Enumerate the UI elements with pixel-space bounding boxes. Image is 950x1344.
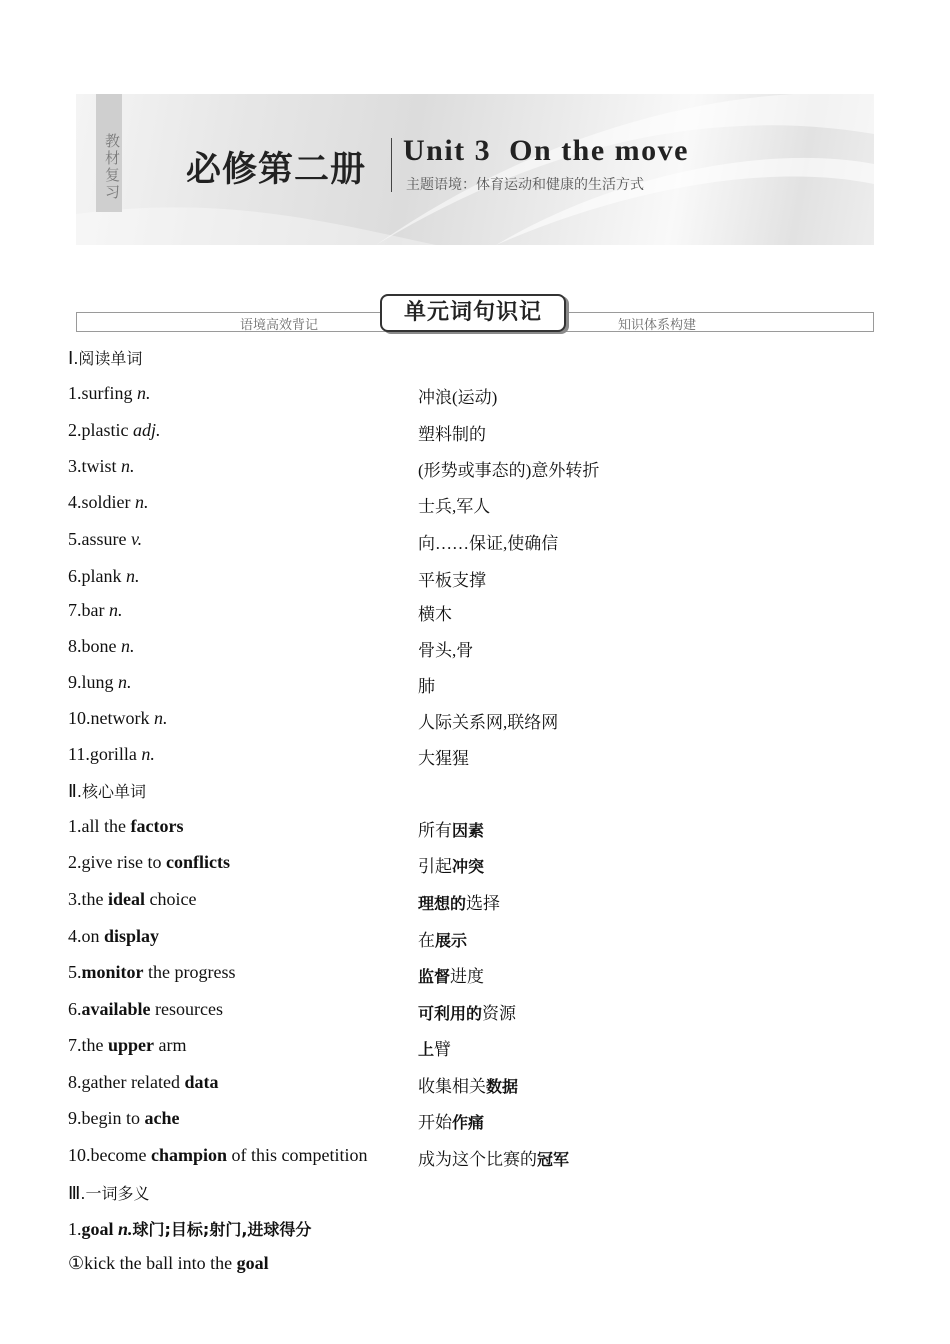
phrase-prefix: gather related (81, 1072, 185, 1092)
title-divider (391, 138, 392, 192)
meaning-prefix: 所有 (418, 821, 452, 840)
item-number: 9. (68, 672, 82, 692)
core-word-row (0, 1035, 950, 1059)
part3-numeral: Ⅲ (68, 1183, 81, 1203)
part-of-speech: adj. (133, 420, 161, 440)
phrase-keyword: data (184, 1072, 219, 1092)
core-word-row (0, 816, 950, 840)
word: bar (81, 600, 105, 620)
reading-word-term (68, 636, 135, 657)
core-phrase-meaning (418, 1072, 518, 1097)
reading-word-meaning: 骨头,骨 (418, 641, 474, 660)
part1-numeral: Ⅰ (68, 348, 74, 368)
meaning-keyword: 因素 (452, 821, 485, 840)
reading-word-meaning: 人际关系网,联络网 (418, 713, 559, 732)
item-number: 10. (68, 708, 91, 728)
word: surfing (81, 383, 133, 403)
core-phrase (68, 1108, 180, 1129)
reading-word-row (0, 492, 950, 516)
part1-title: .阅读单词 (73, 349, 143, 368)
meaning-prefix: 开始 (418, 1113, 452, 1132)
item-number: 3. (68, 889, 82, 909)
unit-theme-subtitle: 主题语境：体育运动和健康的生活方式 (406, 177, 644, 193)
meaning-keyword: 作痛 (452, 1113, 485, 1132)
phrase-suffix: of this competition (227, 1145, 368, 1165)
core-word-row (0, 999, 950, 1023)
part-of-speech: n. (118, 672, 132, 692)
core-word-row (0, 926, 950, 950)
item-number: 8. (68, 636, 82, 656)
reading-word-row (0, 566, 950, 590)
reading-word-row (0, 708, 950, 732)
textbook-review-tab: 教材复习 (96, 94, 122, 212)
part-of-speech: n. (121, 636, 135, 656)
part-of-speech: n. (126, 566, 140, 586)
reading-word-meaning: 冲浪(运动) (418, 388, 498, 407)
item-number: 7. (68, 600, 82, 620)
phrase-prefix: give rise to (81, 852, 166, 872)
reading-word-term (68, 456, 135, 477)
book-title: 必修第二册 (186, 150, 367, 190)
reading-word-term (68, 708, 167, 729)
phrase-suffix: the progress (143, 962, 236, 982)
core-word-row (0, 889, 950, 913)
reading-word-row (0, 636, 950, 660)
phrase-keyword: monitor (81, 962, 144, 982)
item-number: 2. (68, 420, 82, 440)
phrase-suffix: resources (150, 999, 223, 1019)
phrase-prefix: begin to (81, 1108, 145, 1128)
word: plank (81, 566, 122, 586)
core-phrase (68, 926, 159, 947)
core-word-row (0, 1072, 950, 1096)
part-of-speech: v. (130, 529, 143, 549)
core-word-row (0, 1108, 950, 1132)
meaning-keyword: 冲突 (452, 857, 485, 876)
core-phrase (68, 1072, 218, 1093)
meaning-keyword: 理想的 (418, 894, 467, 913)
reading-word-row (0, 672, 950, 696)
reading-word-term (68, 566, 140, 587)
reading-word-row (0, 383, 950, 407)
polysemy-example-text: kick the ball into the (84, 1253, 237, 1273)
polysemy-entry-number: 1. (68, 1219, 82, 1239)
section-badge: 单元词句识记 (380, 294, 566, 332)
item-number: 10. (68, 1145, 91, 1165)
reading-word-meaning: 平板支撑 (418, 571, 486, 590)
phrase-prefix: all the (81, 816, 131, 836)
reading-word-term (68, 672, 132, 693)
core-phrase-meaning (418, 1145, 569, 1170)
meaning-prefix: 引起 (418, 857, 452, 876)
item-number: 9. (68, 1108, 82, 1128)
item-number: 11. (68, 744, 90, 764)
polysemy-entry-word: goal (81, 1219, 114, 1239)
phrase-prefix: become (90, 1145, 151, 1165)
polysemy-entry-meanings: 球门;目标;射门,进球得分 (132, 1220, 312, 1239)
word: assure (81, 529, 127, 549)
phrase-suffix: arm (154, 1035, 187, 1055)
part-of-speech: n. (121, 456, 135, 476)
part-of-speech: n. (141, 744, 155, 764)
unit-banner (76, 94, 874, 245)
part2-title: .核心单词 (76, 782, 146, 801)
meaning-prefix: 成为这个比赛的 (418, 1150, 537, 1169)
item-number: 7. (68, 1035, 82, 1055)
core-phrase-meaning (418, 889, 500, 914)
reading-word-row (0, 744, 950, 768)
reading-word-meaning: 肺 (418, 677, 435, 696)
core-phrase-meaning (418, 999, 516, 1024)
reading-word-row (0, 600, 950, 624)
meaning-keyword: 可利用的 (418, 1004, 483, 1023)
reading-word-meaning: 大猩猩 (418, 749, 469, 768)
reading-word-meaning: 向……保证,使确信 (418, 534, 559, 553)
core-phrase (68, 889, 196, 910)
item-number: 5. (68, 962, 82, 982)
meaning-keyword: 监督 (418, 967, 451, 986)
core-word-row (0, 852, 950, 876)
core-word-row (0, 962, 950, 986)
item-number: 8. (68, 1072, 82, 1092)
item-number: 3. (68, 456, 82, 476)
word: soldier (81, 492, 131, 512)
core-phrase-meaning (418, 1035, 451, 1060)
meaning-keyword: 展示 (435, 931, 468, 950)
phrase-prefix: on (81, 926, 104, 946)
phrase-keyword: factors (130, 816, 184, 836)
core-phrase (68, 1145, 367, 1166)
word: twist (81, 456, 117, 476)
item-number: 1. (68, 816, 82, 836)
meaning-keyword: 冠军 (537, 1150, 570, 1169)
phrase-keyword: champion (150, 1145, 227, 1165)
reading-word-term (68, 383, 151, 404)
phrase-keyword: conflicts (165, 852, 230, 872)
reading-word-term (68, 420, 161, 441)
core-phrase-meaning (418, 816, 484, 841)
phrase-prefix: the (81, 889, 108, 909)
polysemy-entry-pos: n. (118, 1219, 133, 1239)
phrase-keyword: ideal (108, 889, 146, 909)
core-word-row (0, 1145, 950, 1169)
core-phrase-meaning (418, 852, 484, 877)
phrase-keyword: display (104, 926, 160, 946)
phrase-keyword: ache (144, 1108, 180, 1128)
part1-heading (68, 346, 142, 369)
word: plastic (81, 420, 129, 440)
phrase-prefix: the (81, 1035, 108, 1055)
polysemy-entry (68, 1217, 311, 1240)
core-phrase (68, 999, 223, 1020)
core-phrase (68, 962, 235, 983)
part-of-speech: n. (137, 383, 151, 403)
item-number: 6. (68, 999, 82, 1019)
core-phrase-meaning (418, 1108, 484, 1133)
reading-word-row (0, 456, 950, 480)
reading-word-meaning: 士兵,军人 (418, 497, 491, 516)
core-phrase-meaning (418, 926, 467, 951)
polysemy-example-key: goal (236, 1253, 269, 1273)
reading-word-term (68, 600, 122, 621)
meaning-prefix: 收集相关 (418, 1077, 486, 1096)
section-right-label: 知识体系构建 (618, 318, 697, 333)
item-number: 6. (68, 566, 82, 586)
reading-word-term (68, 492, 149, 513)
item-number: 4. (68, 492, 82, 512)
reading-word-term (68, 529, 142, 550)
item-number: 2. (68, 852, 82, 872)
word: gorilla (89, 744, 137, 764)
word: network (90, 708, 150, 728)
section-left-label: 语境高效背记 (240, 318, 319, 333)
polysemy-example-marker: ① (68, 1253, 85, 1273)
meaning-suffix: 选择 (466, 894, 501, 913)
meaning-suffix: 资源 (482, 1004, 517, 1023)
meaning-keyword: 上 (418, 1040, 435, 1059)
phrase-suffix: choice (145, 889, 197, 909)
core-phrase (68, 852, 230, 873)
part3-title: .一词多义 (80, 1184, 150, 1203)
reading-word-term (68, 744, 155, 765)
meaning-prefix: 在 (418, 931, 435, 950)
phrase-keyword: available (81, 999, 151, 1019)
reading-word-meaning: (形势或事态的)意外转折 (418, 461, 600, 480)
reading-word-meaning: 塑料制的 (418, 425, 486, 444)
part-of-speech: n. (108, 600, 123, 620)
part2-heading (68, 779, 146, 802)
part3-heading (68, 1181, 150, 1204)
core-phrase (68, 816, 183, 837)
item-number: 4. (68, 926, 82, 946)
reading-word-row (0, 420, 950, 444)
unit-title: Unit 3 On the move (403, 134, 689, 167)
phrase-keyword: upper (108, 1035, 155, 1055)
part-of-speech: n. (153, 708, 168, 728)
meaning-keyword: 数据 (486, 1077, 519, 1096)
core-phrase (68, 1035, 187, 1056)
polysemy-example (68, 1253, 269, 1274)
reading-word-meaning: 横木 (418, 605, 452, 624)
meaning-suffix: 进度 (450, 967, 485, 986)
core-phrase-meaning (418, 962, 484, 987)
meaning-suffix: 臂 (434, 1040, 452, 1059)
item-number: 1. (68, 383, 82, 403)
part2-numeral: Ⅱ (68, 781, 77, 801)
item-number: 5. (68, 529, 82, 549)
word: lung (81, 672, 114, 692)
reading-word-row (0, 529, 950, 553)
word: bone (81, 636, 117, 656)
part-of-speech: n. (135, 492, 149, 512)
